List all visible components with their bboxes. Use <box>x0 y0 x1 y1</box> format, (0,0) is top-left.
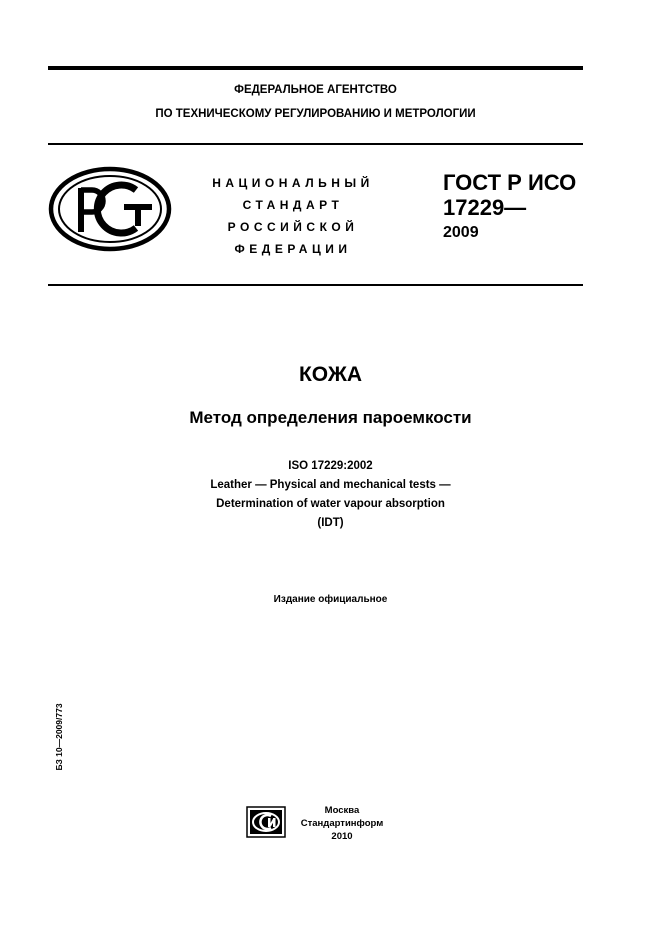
agency-name-line2: ПО ТЕХНИЧЕСКОМУ РЕГУЛИРОВАНИЮ И МЕТРОЛОГИИ <box>155 108 476 120</box>
side-identifier-text: БЗ 10—2009/773 <box>54 703 64 771</box>
iso-line4: (IDT) <box>317 517 344 529</box>
standard-designation <box>443 170 576 244</box>
edition-label: Издание официальное <box>273 594 388 605</box>
agency-name-line1: ФЕДЕРАЛЬНОЕ АГЕНТСТВО <box>234 84 397 96</box>
side-identifier <box>52 692 66 782</box>
national-standard-line1: НАЦИОНАЛЬНЫЙ <box>212 176 374 190</box>
publisher-name: Стандартинформ <box>300 818 384 829</box>
national-standard-line3: РОССИЙСКОЙ <box>227 220 359 234</box>
national-standard-line2: СТАНДАРТ <box>242 198 344 212</box>
iso-line1: ISO 17229:2002 <box>288 460 373 472</box>
top-rule <box>48 66 583 70</box>
designation-line2: 17229— <box>443 195 527 220</box>
document-title: КОЖА <box>298 363 363 386</box>
publisher-city: Москва <box>324 805 360 816</box>
rst-certification-mark-icon <box>48 166 172 252</box>
header-rule <box>48 143 583 145</box>
designation-line3: 2009 <box>443 224 479 241</box>
publisher-info <box>292 804 392 843</box>
standartinform-logo-icon <box>246 806 286 838</box>
national-standard-label <box>188 172 398 260</box>
iso-reference <box>0 457 661 533</box>
iso-line2: Leather — Physical and mechanical tests — <box>210 479 451 491</box>
header-bottom-rule <box>48 284 583 286</box>
document-subtitle: Метод определения пароемкости <box>189 408 472 427</box>
iso-line3: Determination of water vapour absorption <box>216 498 445 510</box>
publisher-year: 2010 <box>331 831 353 842</box>
national-standard-line4: ФЕДЕРАЦИИ <box>234 242 352 256</box>
designation-line1: ГОСТ Р ИСО <box>443 170 577 195</box>
